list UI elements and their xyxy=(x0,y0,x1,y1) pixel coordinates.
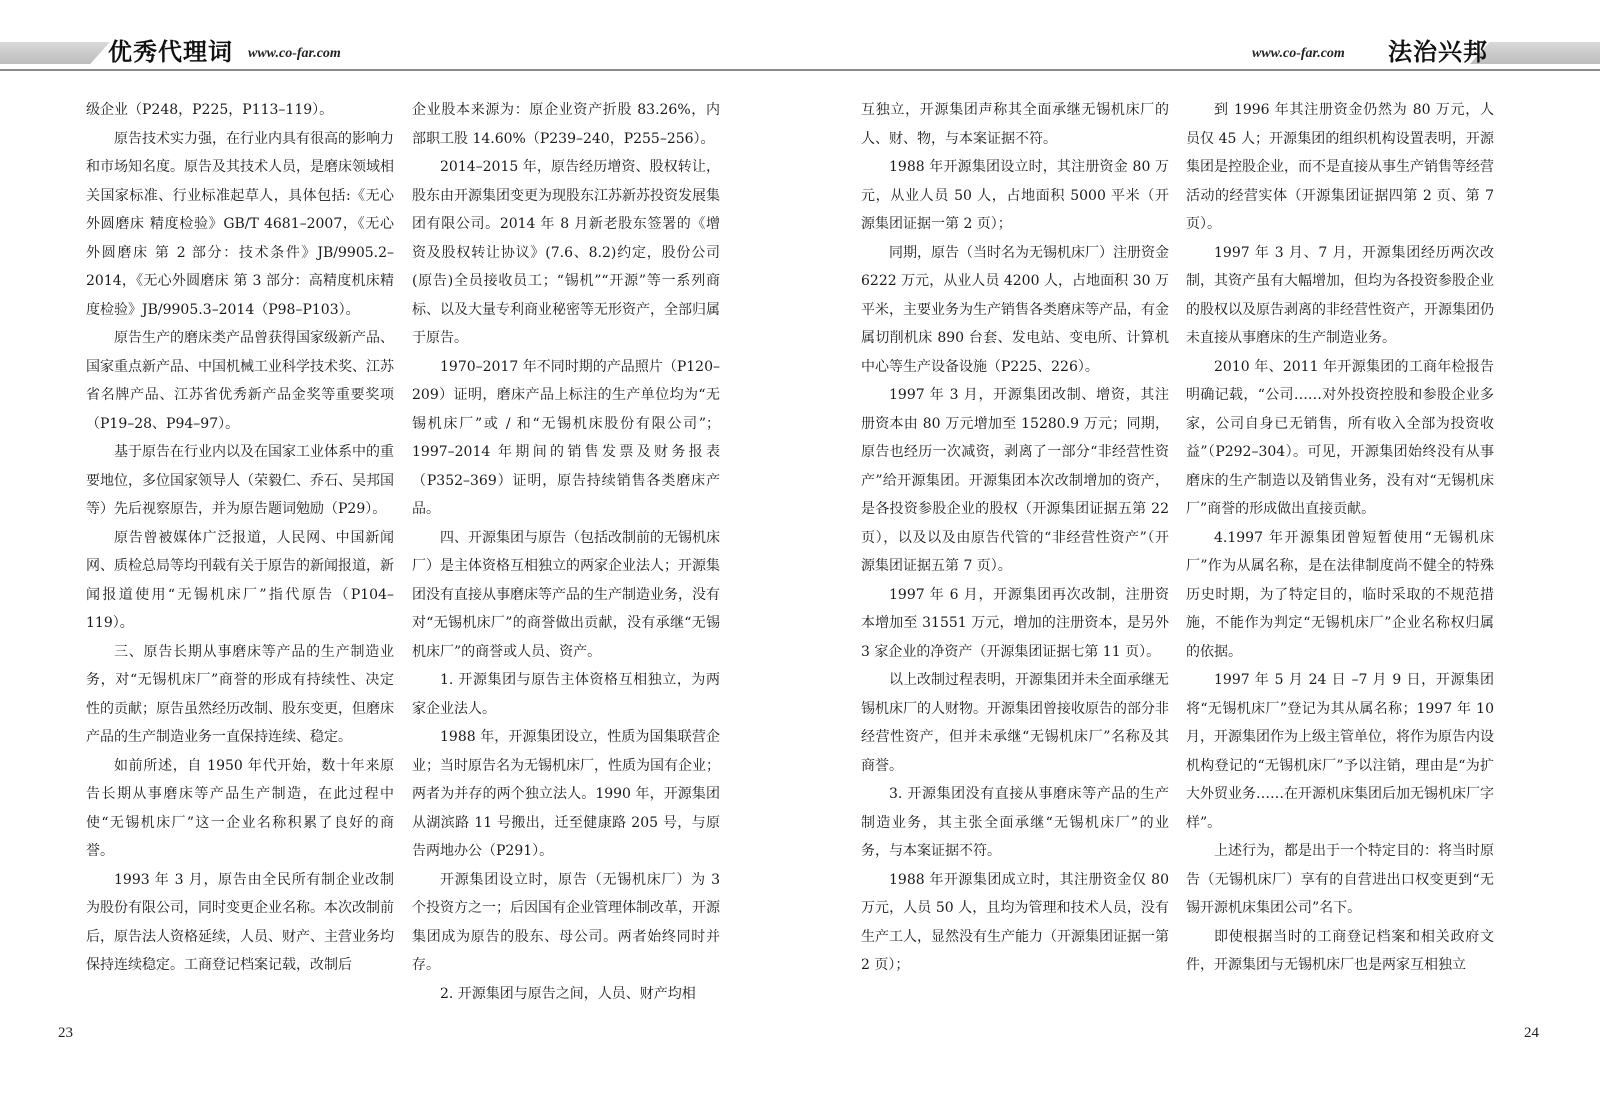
paragraph: 以上改制过程表明，开源集团并未全面承继无锡机床厂的人财物。开源集团曾接收原告的部分非经营性资产，但并未承继“无锡机床厂”名称及其商誉。 xyxy=(861,672,1169,774)
paragraph: 1993 年 3 月，原告由全民所有制企业改制为股份有限公司，同时变更企业名称。本次改制前后，原告法人资格延续，人员、财产、主营业务均保持连续稳定。工商登记档案记载，改制后 xyxy=(86,871,394,973)
paragraph: 原告技术实力强，在行业内具有很高的影响力和市场知名度。原告及其技术人员，是磨床领域相关国家标准、行业标准起草人，具体包括:《无心外圆磨床 精度检验》GB/T 4681–2007，《无心外圆磨床 第 2 部分：技术条件》JB/9905.2–2014，《无心外圆磨床 第 3 部分：高精度机床精度检验》JB/9905.3–2014（P98–P103）。 xyxy=(86,130,394,318)
header-title-left: 优秀代理词 xyxy=(108,38,233,66)
page-number-left: 23 xyxy=(58,1025,73,1041)
paragraph: 原告曾被媒体广泛报道，人民网、中国新闻网、质检总局等均刊载有关于原告的新闻报道，新闻报道使用“无锡机床厂”指代原告（P104–119）。 xyxy=(86,529,394,631)
paragraph: 即使根据当时的工商登记档案和相关政府文件，开源集团与无锡机床厂也是两家互相独立 xyxy=(1186,928,1494,973)
page-header-right xyxy=(800,36,1600,70)
header-site-right: www.co-far.com xyxy=(1252,46,1345,61)
paragraph: 基于原告在行业内以及在国家工业体系中的重要地位，多位国家领导人（荣毅仁、乔石、吴邦国等）先后视察原告，并为原告题词勉励（P29）。 xyxy=(86,444,394,517)
paragraph: 企业股本来源为：原企业资产折股 83.26%，内部职工股 14.60%（P239–240，P255–256）。 xyxy=(412,102,720,147)
header-rule xyxy=(800,69,1600,71)
paragraph: 开源集团设立时，原告（无锡机床厂）为 3 个投资方之一；后因国有企业管理体制改革，开源集团成为原告的股东、母公司。两者始终同时并存。 xyxy=(412,871,720,973)
paragraph: 上述行为，都是出于一个特定目的：将当时原告（无锡机床厂）享有的自营进出口权变更到“无锡开源机床集团公司”名下。 xyxy=(1186,843,1494,916)
paragraph: 如前所述，自 1950 年代开始，数十年来原告长期从事磨床等产品生产制造，在此过程中使“无锡机床厂”这一企业名称积累了良好的商誉。 xyxy=(86,757,394,859)
paragraph: 原告生产的磨床类产品曾获得国家级新产品、国家重点新产品、中国机械工业科学技术奖、江苏省名牌产品、江苏省优秀新产品金奖等重要奖项（P19–28、P94–97）。 xyxy=(86,330,394,432)
paragraph: 2010 年、2011 年开源集团的工商年检报告明确记载，“公司……对外投资控股和参股企业多家，公司自身已无销售，所有收入全部为投资收益”（P292–304）。可见，开源集团始终没有从事磨床的生产制造以及销售业务，没有对“无锡机床厂”商誉的形成做出直接贡献。 xyxy=(1186,358,1494,517)
header-gray-band xyxy=(1470,42,1600,64)
header-site-left: www.co-far.com xyxy=(248,46,341,61)
paragraph: 1988 年开源集团成立时，其注册资金仅 80 万元，人员 50 人，且均为管理和技术人员，没有生产工人，显然没有生产能力（开源集团证据一第 2 页）； xyxy=(861,871,1169,973)
paragraph: 互独立，开源集团声称其全面承继无锡机床厂的人、财、物，与本案证据不符。 xyxy=(861,102,1169,147)
paragraph: 1997 年 3 月、7 月，开源集团经历两次改制，其资产虽有大幅增加，但均为各投资参股企业的股权以及原告剥离的非经营性资产，开源集团仍未直接从事磨床的生产制造业务。 xyxy=(1186,244,1494,346)
column-p23-2 xyxy=(412,96,720,1008)
page-number-right: 24 xyxy=(1524,1025,1539,1041)
subheading: 1. 开源集团与原告主体资格互相独立，为两家企业法人。 xyxy=(412,672,720,717)
paragraph: 1970–2017 年不同时期的产品照片（P120–209）证明，磨床产品上标注的生产单位均为“无锡机床厂”或 / 和“无锡机床股份有限公司”；1997–2014 年期间的销售发票及财务报表（P352–369）证明，原告持续销售各类磨床产品。 xyxy=(412,358,720,517)
paragraph: 1997 年 5 月 24 日 –7 月 9 日，开源集团将“无锡机床厂”登记为其从属名称；1997 年 10 月，开源集团作为上级主管单位，将作为原告内设机构登记的“无锡机床厂”予以注销，理由是“为扩大外贸业务……在开源机床集团后加无锡机床厂字样”。 xyxy=(1186,672,1494,831)
column-p24-2 xyxy=(1186,96,1494,980)
paragraph: 同期，原告（当时名为无锡机床厂）注册资金 6222 万元，从业人员 4200 人，占地面积 30 万平米，主要业务为生产销售各类磨床等产品，有金属切削机床 890 台套、发电站、变电所、计算机中心等生产设备设施（P225、226）。 xyxy=(861,244,1169,375)
paragraph: 级企业（P248，P225，P113–119）。 xyxy=(86,102,334,118)
column-p23-1 xyxy=(86,96,394,980)
header-title-right: 法治兴邦 xyxy=(1388,38,1488,66)
header-rule xyxy=(0,69,800,71)
paragraph: 1997 年 6 月，开源集团再次改制，注册资本增加至 31551 万元，增加的注册资本，是另外 3 家企业的净资产（开源集团证据七第 11 页）。 xyxy=(861,586,1169,660)
page-header-left xyxy=(0,36,800,70)
page-24 xyxy=(800,0,1600,1093)
paragraph: 到 1996 年其注册资金仍然为 80 万元，人员仅 45 人；开源集团的组织机构设置表明，开源集团是控股企业，而不是直接从事生产销售等经营活动的经营实体（开源集团证据四第 2 页、第 7 页）。 xyxy=(1186,102,1494,232)
header-gray-band xyxy=(0,42,110,64)
column-p24-1 xyxy=(861,96,1169,980)
section-heading: 四、开源集团与原告（包括改制前的无锡机床厂）是主体资格互相独立的两家企业法人；开源集团没有直接从事磨床等产品的生产制造业务，没有对“无锡机床厂”的商誉做出贡献，没有承继“无锡机床厂”的商誉或人员、资产。 xyxy=(412,529,720,660)
paragraph: 2014–2015 年，原告经历增资、股权转让，股东由开源集团变更为现股东江苏新苏投资发展集团有限公司。2014 年 8 月新老股东签署的《增资及股权转让协议》(7.6、8.2)约定，股份公司(原告)全员接收员工；“锡机”“开源”等一系列商标、以及大量专利商业秘密等无形资产，全部归属于原告。 xyxy=(412,159,720,346)
section-heading: 三、原告长期从事磨床等产品的生产制造业务，对“无锡机床厂”商誉的形成有持续性、决定性的贡献；原告虽然经历改制、股东变更，但磨床产品的生产制造业务一直保持连续、稳定。 xyxy=(86,643,394,745)
subheading: 3. 开源集团没有直接从事磨床等产品的生产制造业务，其主张全面承继“无锡机床厂”的业务，与本案证据不符。 xyxy=(861,786,1169,859)
paragraph: 1997 年 3 月，开源集团改制、增资，其注册资本由 80 万元增加至 15280.9 万元；同期，原告也经历一次减资，剥离了一部分“非经营性资产”给开源集团。开源集团本次改制增加的资产，是各投资参股企业的股权（开源集团证据五第 22 页），以及以及由原告代管的“非经营性资产”（开源集团证据五第 7 页）。 xyxy=(861,387,1169,574)
paragraph: 1988 年，开源集团设立，性质为国集联营企业；当时原告名为无锡机床厂，性质为国有企业；两者为并存的两个独立法人。1990 年，开源集团从湖滨路 11 号搬出，迁至健康路 205 号，与原告两地办公（P291）。 xyxy=(412,729,720,859)
subheading: 2. 开源集团与原告之间，人员、财产均相 xyxy=(440,985,696,1002)
subheading: 4.1997 年开源集团曾短暂使用“无锡机床厂”作为从属名称，是在法律制度尚不健全的特殊历史时期，为了特定目的，临时采取的不规范措施，不能作为判定“无锡机床厂”企业名称权归属的依据。 xyxy=(1186,529,1494,660)
paragraph: 1988 年开源集团设立时，其注册资金 80 万元，从业人员 50 人，占地面积 5000 平米（开源集团证据一第 2 页）； xyxy=(861,159,1169,232)
